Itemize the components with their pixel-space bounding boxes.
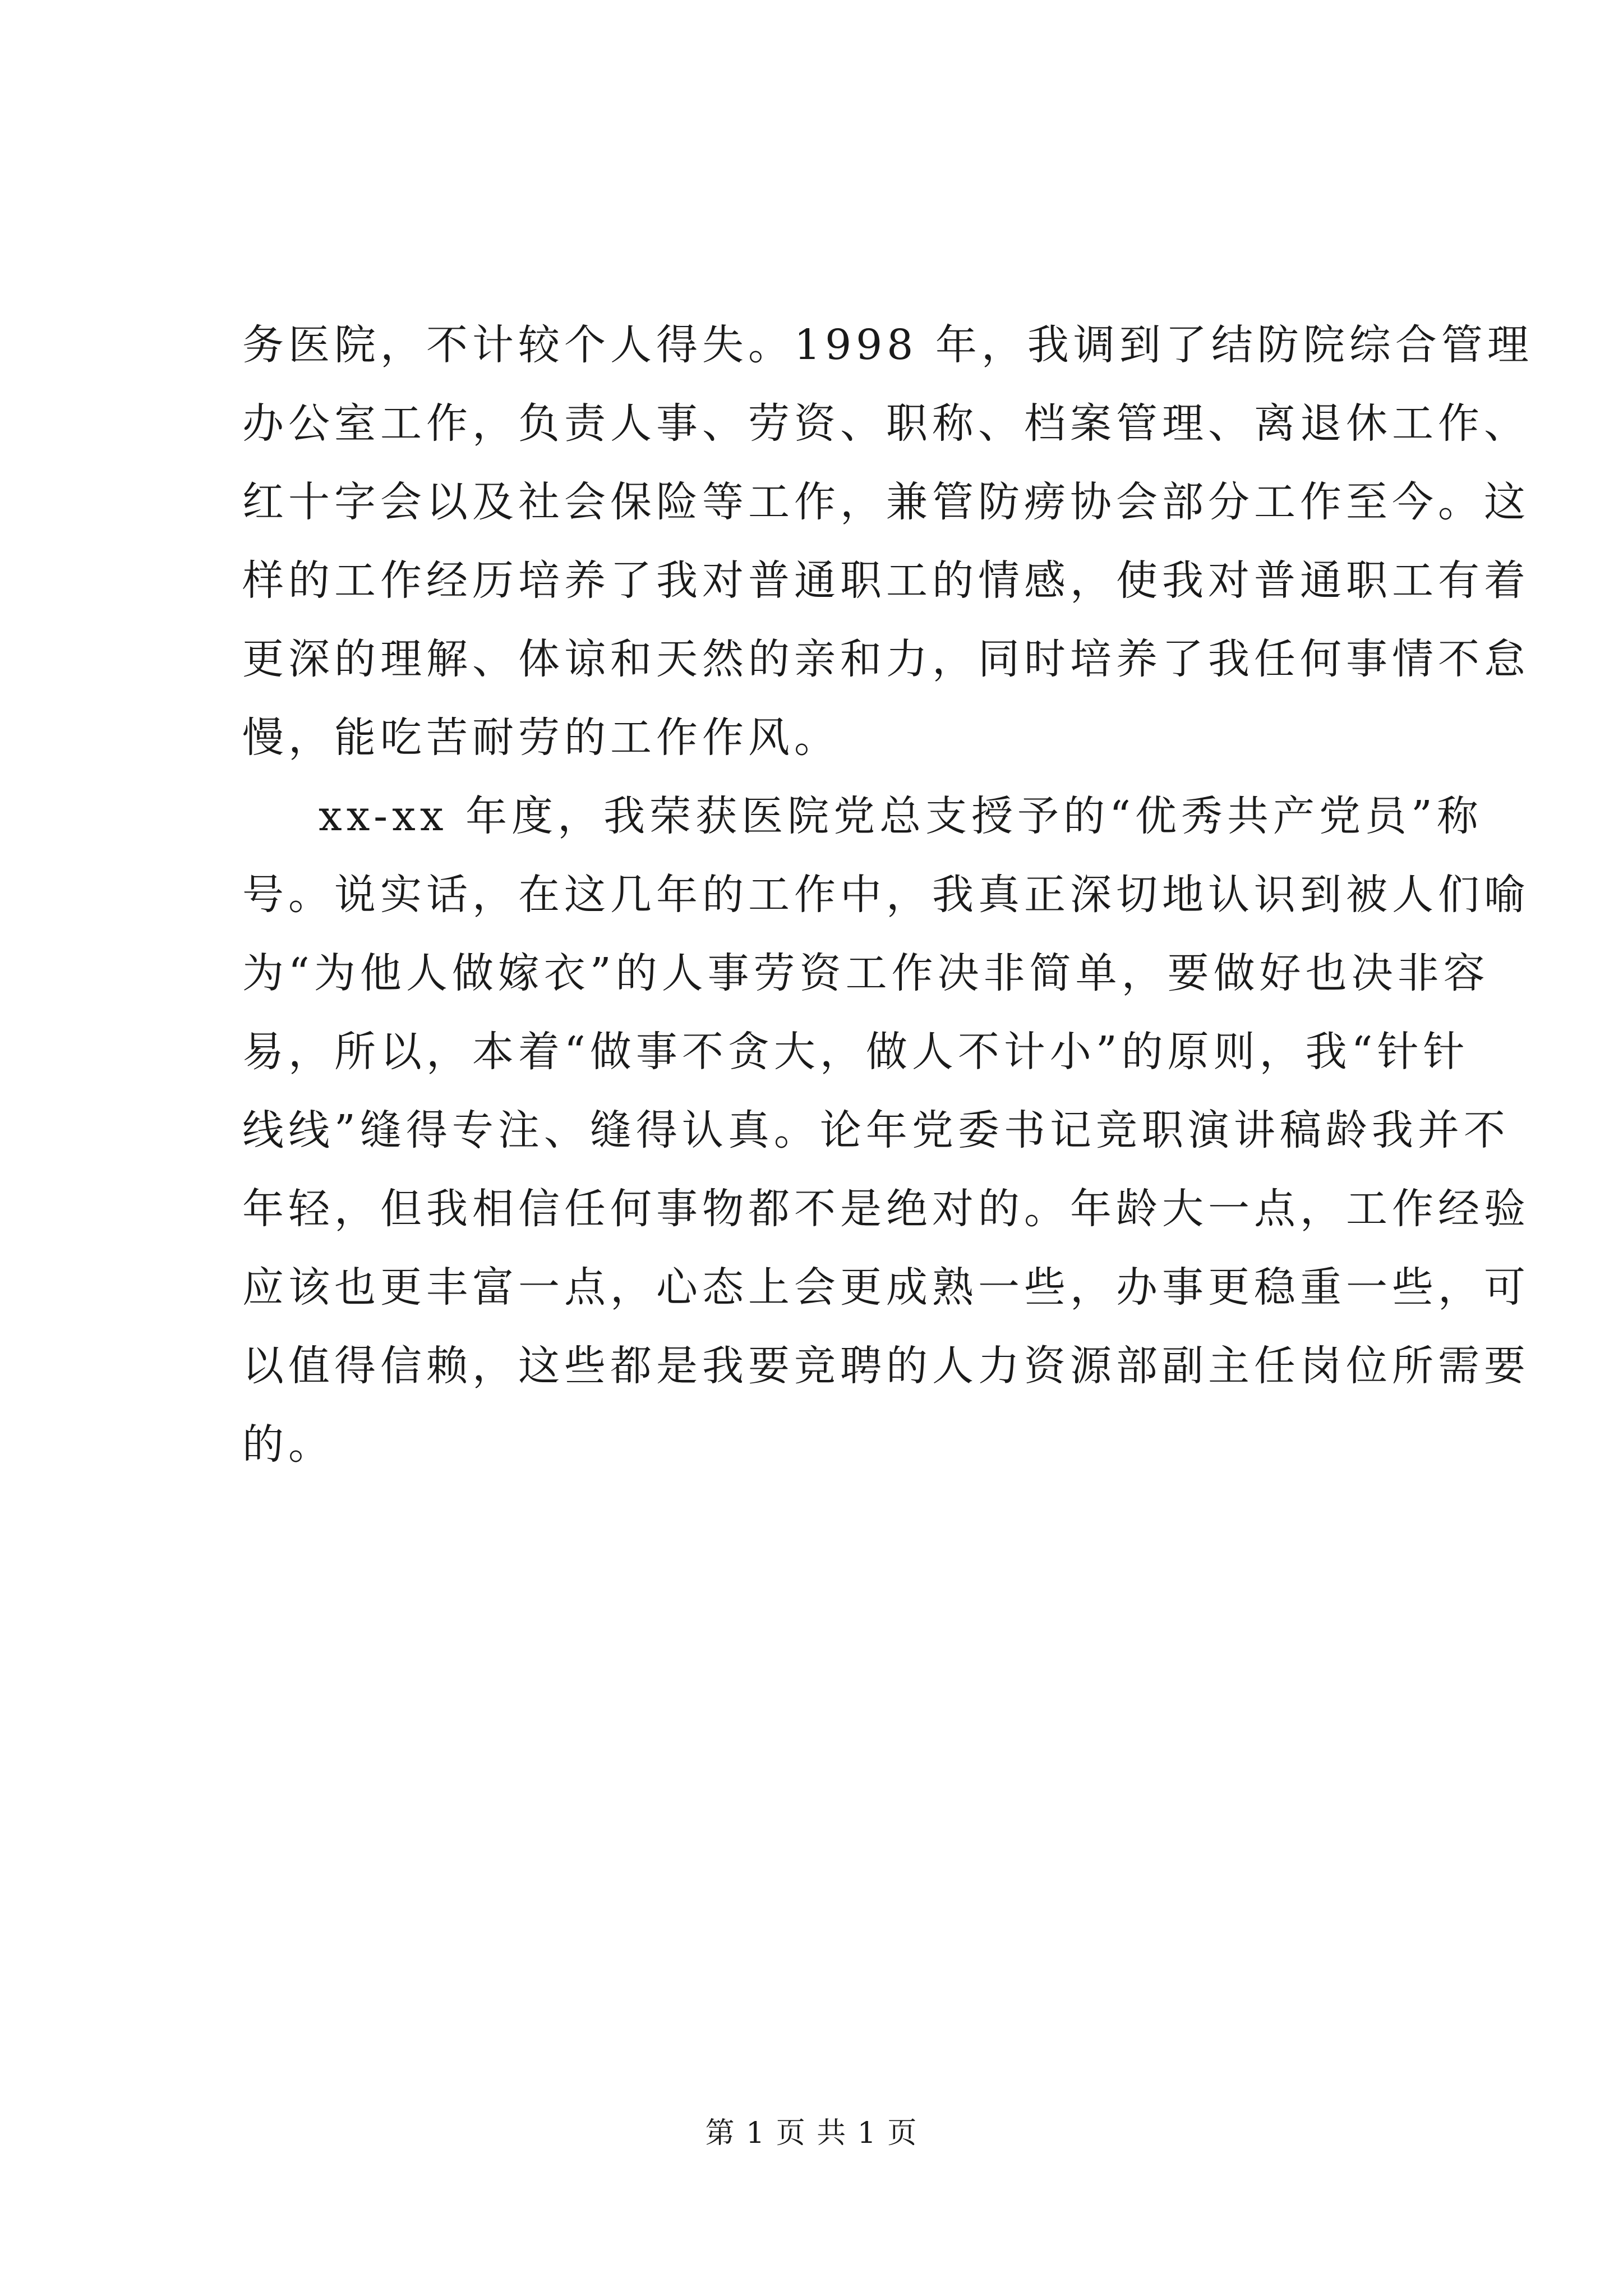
text-line: 更深的理解、体谅和天然的亲和力，同时培养了我任何事情不怠: [242, 635, 1530, 683]
text-line: 线线”缝得专注、缝得认真。论年党委书记竞职演讲稿龄我并不: [242, 1106, 1510, 1154]
text-line: 的。: [242, 1420, 334, 1469]
text-line: 年轻，但我相信任何事物都不是绝对的。年龄大一点，工作经验: [242, 1185, 1530, 1233]
text-line: 务医院，不计较个人得失。1998 年，我调到了结防院综合管理: [242, 321, 1533, 369]
text-line: 号。说实话，在这几年的工作中，我真正深切地认识到被人们喻: [242, 871, 1530, 919]
text-line: 易，所以，本着“做事不贪大，做人不计小”的原则，我“针针: [242, 1028, 1469, 1076]
text-line: 办公室工作，负责人事、劳资、职称、档案管理、离退休工作、: [242, 399, 1530, 448]
text-line: 样的工作经历培养了我对普通职工的情感，使我对普通职工有着: [242, 556, 1530, 605]
text-line: 应该也更丰富一点，心态上会更成熟一些，办事更稳重一些，可: [242, 1263, 1530, 1312]
paragraph-start-line: xx-xx 年度，我荣获医院党总支授予的“优秀共产党员”称: [319, 792, 1483, 840]
text-line: 以值得信赖，这些都是我要竞聘的人力资源部副主任岗位所需要: [242, 1342, 1530, 1390]
text-line: 为“为他人做嫁衣”的人事劳资工作决非简单，要做好也决非容: [242, 949, 1490, 997]
page-number-label: 第 1 页 共 1 页: [705, 2116, 918, 2150]
body-text: [242, 306, 1533, 1484]
text-line: 慢，能吃苦耐劳的工作作风。: [242, 714, 840, 762]
page-footer: [0, 2114, 1623, 2153]
text-line: 红十字会以及社会保险等工作，兼管防痨协会部分工作至今。这: [242, 478, 1530, 526]
